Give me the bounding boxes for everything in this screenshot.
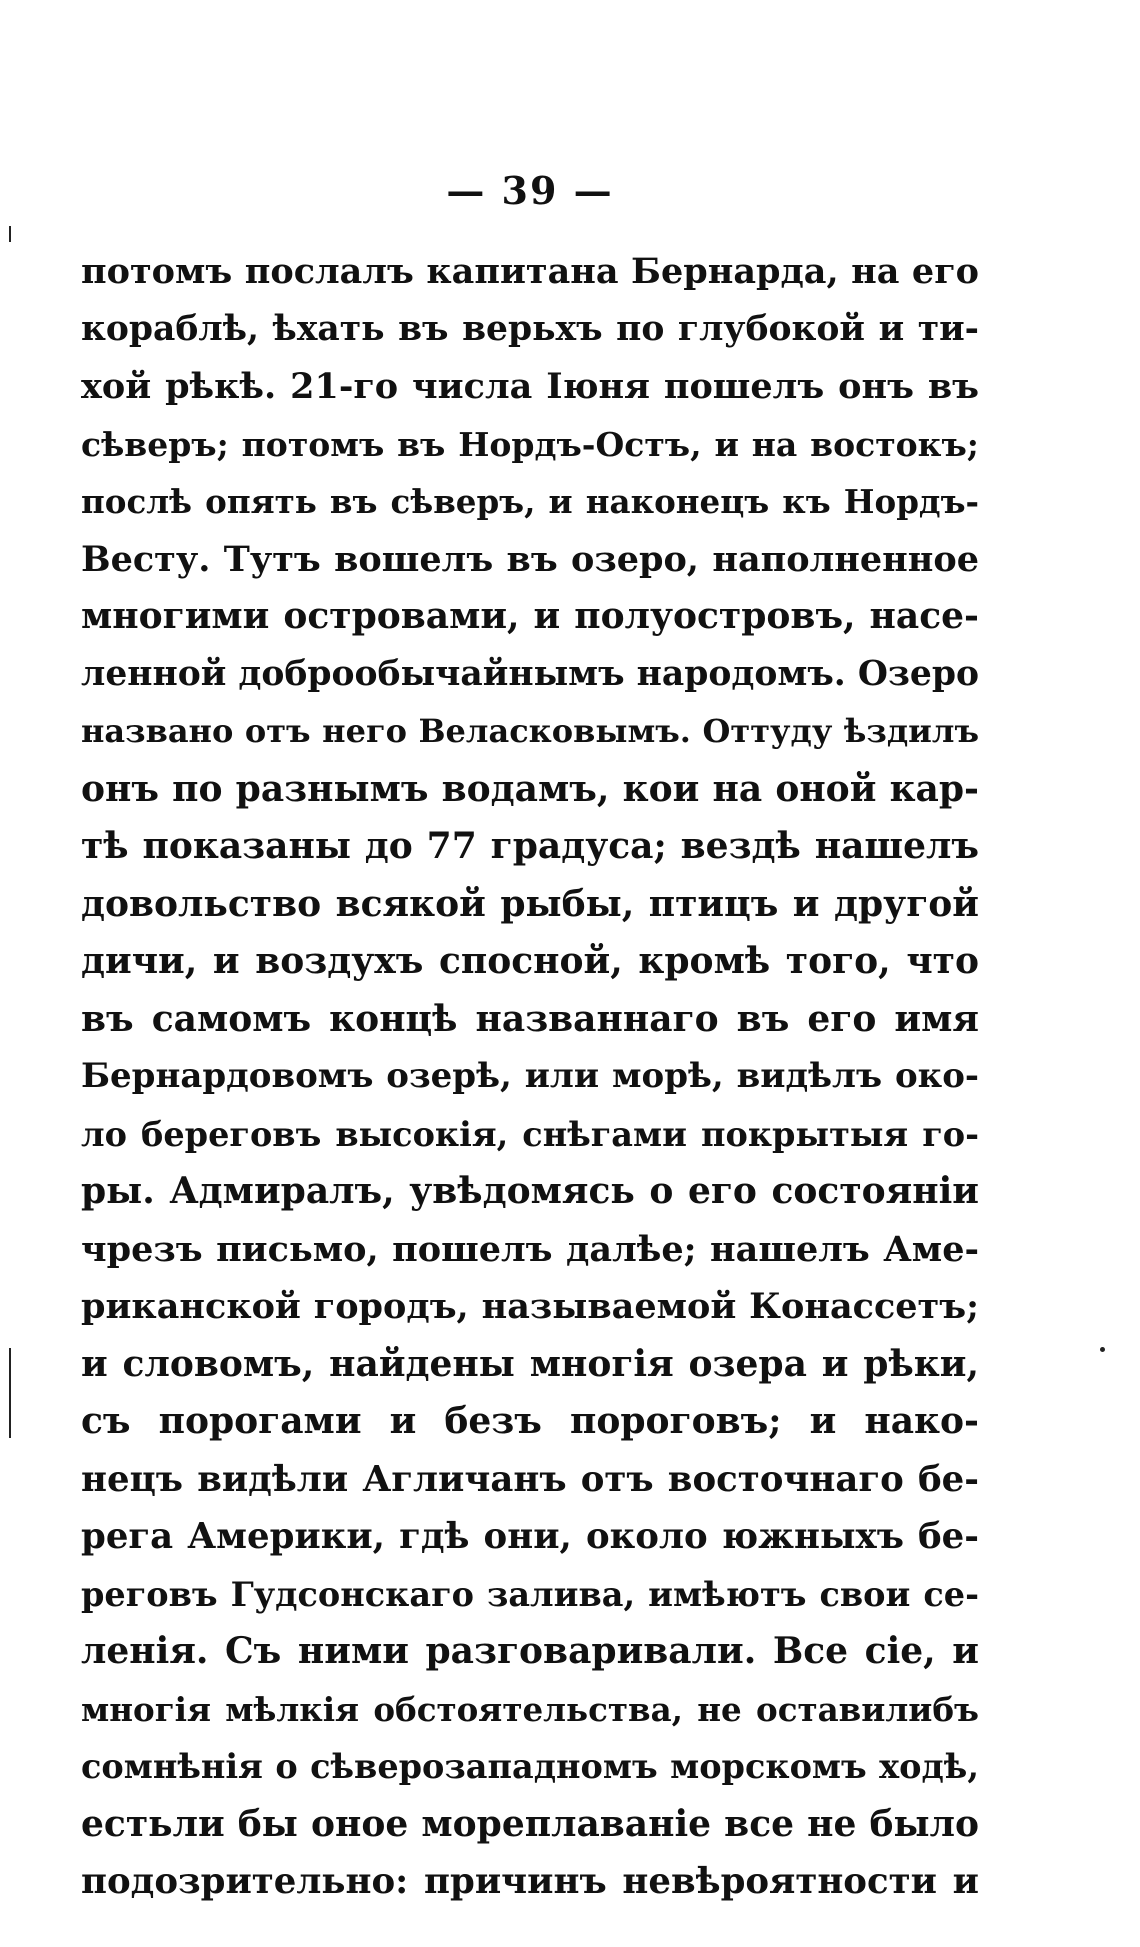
text-line: ры. Адмиралъ, увѣдомясь о его состояніи bbox=[81, 1170, 979, 1212]
text-line: риканской городъ, называемой Конассетъ; bbox=[81, 1286, 979, 1327]
text-line: рега Америки, гдѣ они, около южныхъ бе- bbox=[81, 1516, 979, 1557]
text-line: названо отъ него Веласковымъ. Оттуду ѣздилъ bbox=[81, 712, 979, 750]
text-line: ло береговъ высокія, снѣгами покрытыя го- bbox=[81, 1114, 979, 1154]
text-line: сомнѣнія о сѣверозападномъ морскомъ ходѣ, bbox=[81, 1747, 979, 1786]
text-line: кораблѣ, ѣхать въ верьхъ по глубокой и ти- bbox=[81, 308, 979, 349]
text-line: съ порогами и безъ пороговъ; и нако- bbox=[81, 1400, 979, 1442]
text-line: многими островами, и полуостровъ, насе- bbox=[81, 595, 979, 637]
scan-mark-left-top bbox=[9, 226, 11, 242]
scan-mark-left-bottom bbox=[9, 1348, 11, 1438]
text-line: потомъ послалъ капитана Бернарда, на его bbox=[81, 251, 979, 292]
text-line: тѣ показаны до 77 градуса; вездѣ нашелъ bbox=[81, 825, 979, 867]
text-line: послѣ опять въ сѣверъ, и наконецъ къ Нордъ- bbox=[81, 482, 979, 521]
text-line: сѣверъ; потомъ въ Нордъ-Остъ, и на востокъ; bbox=[81, 424, 979, 464]
body-text bbox=[81, 243, 979, 1911]
text-line: нецъ видѣли Агличанъ отъ восточнаго бе- bbox=[81, 1458, 979, 1500]
text-line: въ самомъ концѣ названнаго въ его имя bbox=[81, 997, 979, 1040]
text-line: онъ по разнымъ водамъ, кои на оной кар- bbox=[81, 767, 979, 810]
text-line: чрезъ письмо, пошелъ далѣе; нашелъ Аме- bbox=[81, 1228, 979, 1270]
text-line: довольство всякой рыбы, птицъ и другой bbox=[81, 882, 979, 925]
text-line: Бернардовомъ озерѣ, или морѣ, видѣлъ око- bbox=[81, 1056, 979, 1096]
text-line: хой рѣкѣ. 21-го числа Іюня пошелъ онъ въ bbox=[81, 366, 979, 407]
text-line: дичи, и воздухъ спосной, кромѣ того, что bbox=[81, 940, 979, 982]
scan-mark-right bbox=[1100, 1347, 1105, 1352]
page-number: — 39 — bbox=[446, 168, 614, 213]
text-line: ленія. Съ ними разговаривали. Все сіе, и bbox=[81, 1630, 979, 1672]
text-line: естьли бы оное мореплаваніе все не было bbox=[81, 1802, 979, 1845]
text-line: ленной доброобычайнымъ народомъ. Озеро bbox=[81, 653, 979, 694]
text-line: подозрительно: причинъ невѣроятности и bbox=[81, 1861, 979, 1902]
text-line: и словомъ, найдены многія озера и рѣки, bbox=[81, 1342, 979, 1385]
text-line: Весту. Тутъ вошелъ въ озеро, наполненное bbox=[81, 538, 979, 580]
text-line: реговъ Гудсонскаго залива, имѣютъ свои се- bbox=[81, 1574, 979, 1614]
text-line: многія мѣлкія обстоятельства, не оставилибъ bbox=[81, 1689, 979, 1729]
